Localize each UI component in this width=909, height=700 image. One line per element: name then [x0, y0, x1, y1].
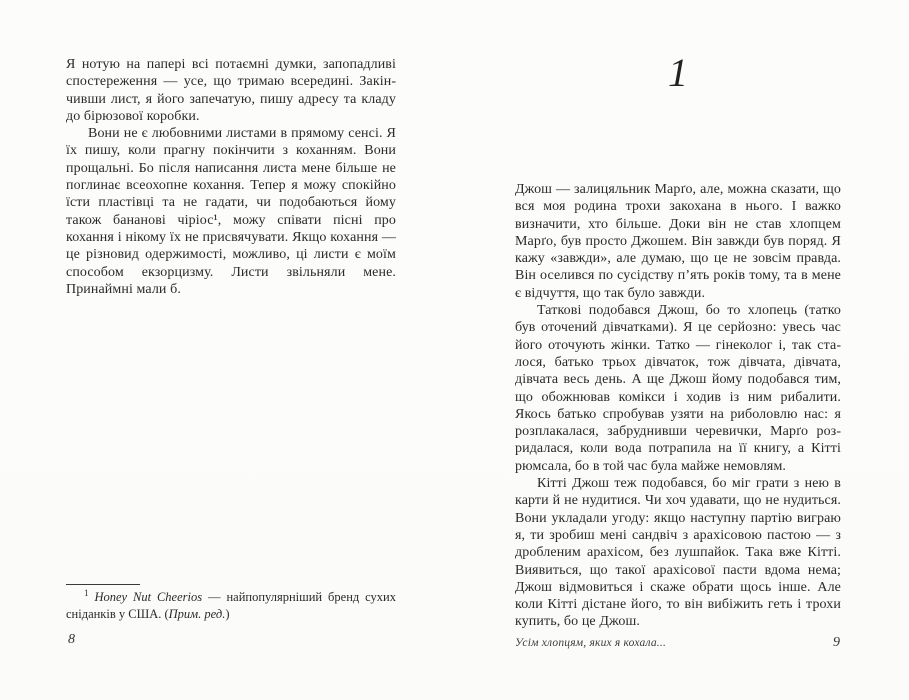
chapter-number: 1 — [668, 50, 688, 95]
footnote-body: — найпопулярніший бренд сухих сніданків у США. ( — [66, 590, 396, 621]
body-paragraph: Я нотую на папері всі потаємні думки, запопадливі спостереження — усе, що тримаю всередині. Закінчивши лист, я його запечатую, пишу адресу та кладу до бірюзової коробки. — [66, 57, 396, 124]
body-paragraph: Джош — залицяльник Марґо, але, можна сказати, що вся моя родина трохи закохана в нього. І важко визначити, хто більше. Доки він не став хлопцем Марґо, був просто Джошем. Він завжди був поряд. Я кажу «завжди», але думаю, що це не зовсім правда. Він оселився по сусідству п’ять років тому, та в мене є відчуття, що так було завжди. — [515, 182, 841, 301]
body-paragraph: Таткові подобався Джош, бо то хлопець (татко був оточений дівчатками). Я це серйозно: увесь час його оточують жінки. Татко — гінеколог і, так сталося, батько трьох дівчаток, тож дівчата, дівчата, дівчата весь день. А ще Джош йому подобався тим, що обожнював комікси і ходив із ним рибалити. Якось батько спробував узяти на риболовлю нас: я розплакалася, забруднивши черевички, Марґо розридалася, коли вода потрапила на її книгу, а Кітті рюмсала, бо в той час була майже немовлям. — [515, 303, 841, 474]
body-paragraph: Вони не є любовними листами в прямому сенсі. Я їх пишу, коли прагну покінчити з коханням. Вони прощальні. Бо після написання листа мене більше не поглинає всеохопне кохання. Тепер я можу спокійно їсти пластівці та не гадати, чи подобаються йому також бананові чіріос¹, можу співати пісні про кохання і нікому їх не присвячувати. Якщо кохання — це різновид одержимості, можливо, ці листи є моїм способом екзорцизму. Листи звільняли мене. Принаймні мали б. — [66, 126, 396, 297]
right-page-text-column — [515, 181, 841, 631]
left-page-text-column — [66, 56, 396, 298]
body-paragraph: Кітті Джош теж подобався, бо міг грати з нею в карти й не нудитися. Чи хоч удавати, що не нудиться. Вони укладали угоду: якщо наступну партію виграю я, ти зробиш мені сандвіч з арахісовою пастою — з дробленим арахісом, без лушпайок. Така вже Кітті. Виявиться, що такої арахісової пасти вдома нема; Джош відмовиться і скаже обрати щось інше. Але коли Кітті дістане його, то він вибіжить геть і трохи купить, бо це Джош. — [515, 476, 841, 630]
page-number-left: 8 — [68, 632, 75, 647]
page-number-right: 9 — [833, 635, 840, 650]
footnote-term: Honey Nut Cheerios — [94, 590, 203, 604]
footnote-editor-note: Прим. ред. — [168, 606, 226, 621]
footnote-separator-rule — [66, 584, 140, 585]
footnote-marker: 1 — [84, 587, 89, 598]
footnote-text — [66, 589, 396, 622]
running-title: Усім хлопцям, яких я кохала... — [515, 637, 667, 649]
footnote-close-paren: ) — [225, 606, 230, 621]
footnote — [66, 584, 396, 622]
right-page-footer — [515, 635, 840, 651]
